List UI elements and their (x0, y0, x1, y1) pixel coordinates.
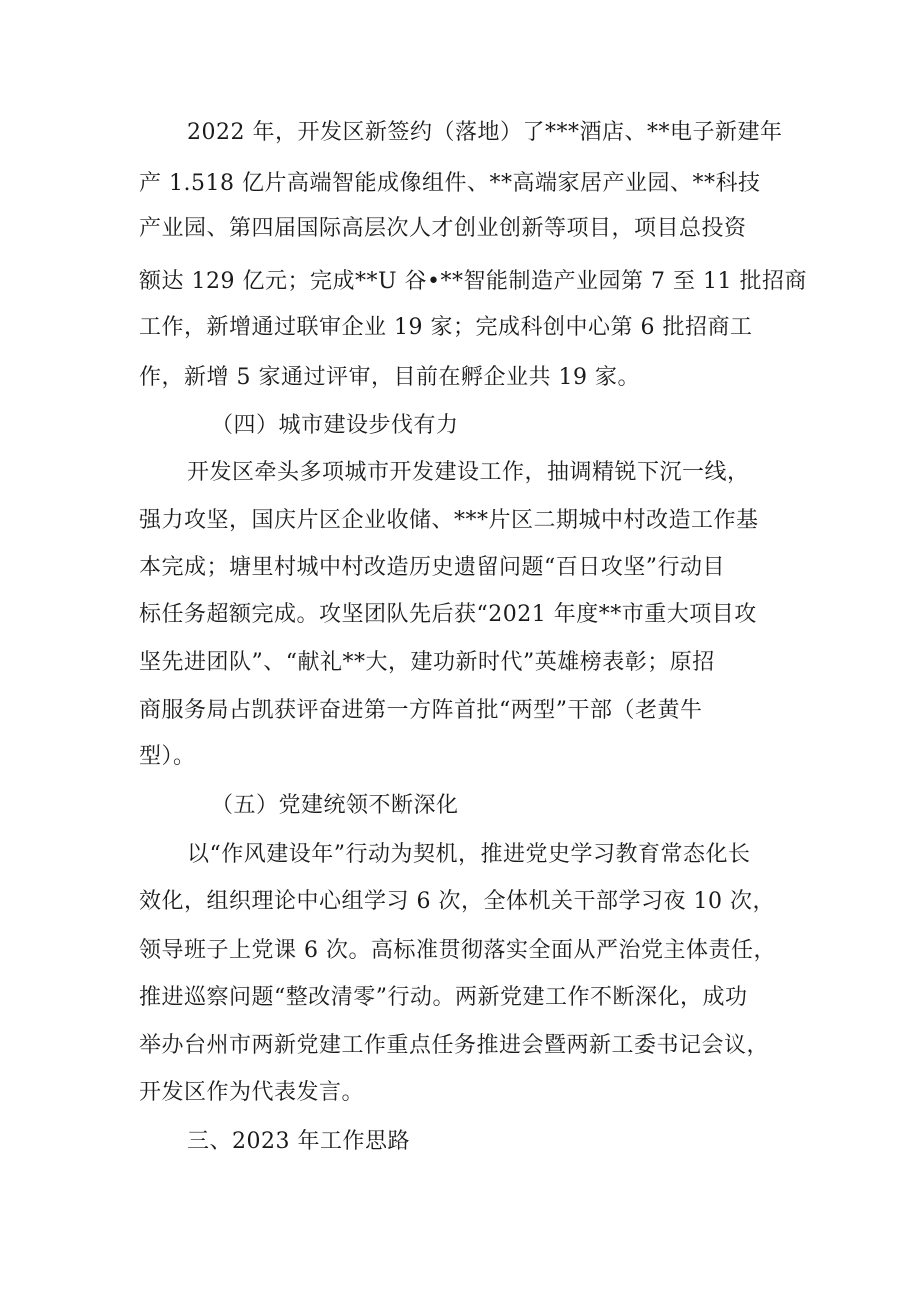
text-line: 以“作风建设年”行动为契机，推进党史学习教育常态化长 (187, 842, 751, 867)
text-line: 举办台州市两新党建工作重点任务推进会暨两新工委书记会议， (139, 1033, 770, 1058)
text-line: 作，新增 5 家通过评审，目前在孵企业共 19 家。 (139, 365, 640, 390)
text-line: 产 1.518 亿片高端智能成像组件、**高端家居产业园、**科技 (139, 171, 761, 196)
section-title-2023-plan: 三、2023 年工作思路 (187, 1129, 410, 1154)
text-line: 领导班子上党课 6 次。高标准贯彻落实全面从严治党主体责任， (139, 938, 776, 963)
text-line: 工作，新增通过联审企业 19 家；完成科创中心第 6 批招商工 (139, 315, 753, 340)
text-line: 额达 129 亿元；完成**U 谷•**智能制造产业园第 7 至 11 批招商 (139, 269, 807, 294)
text-line: 产业园、第四届国际高层次人才创业创新等项目，项目总投资 (139, 216, 747, 241)
text-line: 开发区牵头多项城市开发建设工作，抽调精锐下沉一线， (187, 460, 750, 485)
text-line: 标任务超额完成。攻坚团队先后获“2021 年度**市重大项目攻 (139, 602, 757, 627)
text-line: 效化，组织理论中心组学习 6 次，全体机关干部学习夜 10 次， (139, 889, 775, 914)
text-line: 开发区作为代表发言。 (139, 1080, 365, 1105)
text-line: 2022 年，开发区新签约（落地）了***酒店、**电子新建年 (187, 120, 783, 145)
text-line: 本完成；塘里村城中村改造历史遗留问题“百日攻坚”行动目 (139, 555, 725, 580)
section-heading-urban-construction: （四）城市建设步伐有力 (211, 413, 459, 438)
text-line: 型）。 (139, 744, 196, 769)
text-line: 强力攻坚，国庆片区企业收储、***片区二期城中村改造工作基 (139, 508, 759, 533)
text-line: 商服务局占凯获评奋进第一方阵首批“两型”干部（老黄牛 (139, 698, 703, 723)
section-heading-party-building: （五）党建统领不断深化 (211, 793, 459, 818)
text-line: 坚先进团队”、“献礼**大，建功新时代”英雄榜表彰；原招 (139, 650, 715, 675)
text-line: 推进巡察问题“整改清零”行动。两新党建工作不断深化，成功 (139, 985, 748, 1010)
